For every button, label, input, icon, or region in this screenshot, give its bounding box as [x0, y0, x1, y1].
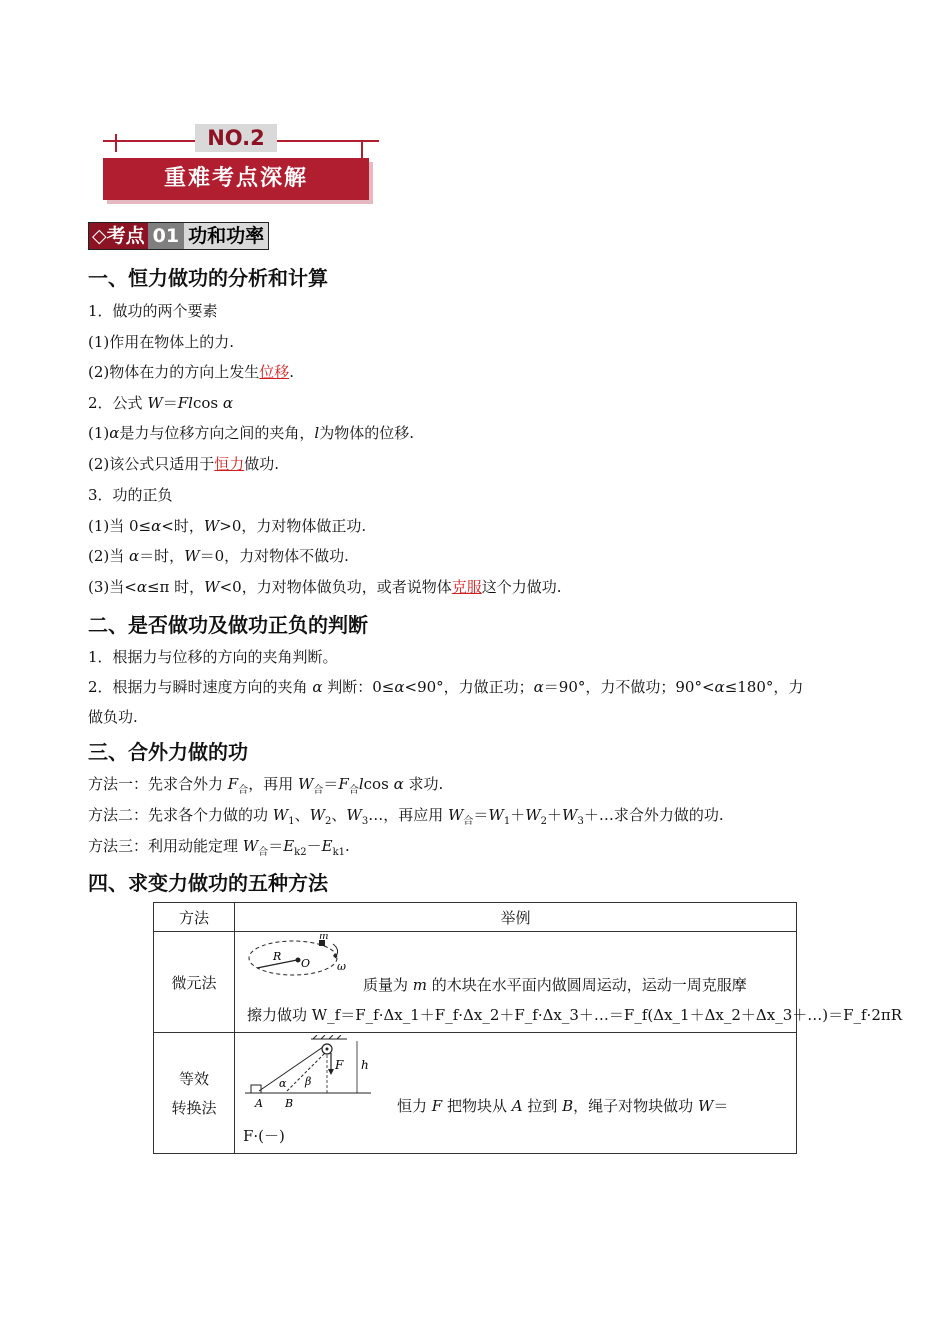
text: 是力与位移方向之间的夹角， [119, 424, 315, 442]
text: ＋ [547, 806, 563, 824]
subscript: 3 [577, 816, 584, 827]
var: W [309, 806, 326, 824]
method-name: 微元法 [154, 932, 235, 1033]
text: ＋…求合外力做的功. [583, 806, 724, 824]
example-text-2: F·(－) [243, 1127, 285, 1145]
var: α [129, 547, 140, 565]
pulley-axle [326, 1048, 329, 1051]
text: ≤180°，力 [724, 678, 804, 696]
var: α [109, 424, 120, 442]
section-banner [95, 120, 385, 210]
var: α [151, 517, 162, 535]
example-text-1 [397, 1095, 728, 1116]
sec2-line [88, 677, 803, 697]
kaodian-prefix: ◇考点 [89, 223, 148, 249]
var: F [431, 1097, 443, 1115]
label-beta: β [305, 1075, 312, 1088]
sec1-line [88, 577, 562, 597]
sec3-method-1 [88, 774, 443, 801]
hatch [321, 1035, 325, 1039]
text: >0，力对物体做正功. [219, 517, 367, 535]
var: W [697, 1097, 714, 1115]
text: <0，力对物体做负功，或者说物体 [219, 578, 452, 596]
var: F [227, 775, 239, 793]
sec2-heading: 二、是否做功及做功正负的判断 [88, 613, 368, 637]
var: E [283, 837, 295, 855]
banner-tick [115, 134, 117, 152]
text: 为物体的位移. [319, 424, 414, 442]
hatch [313, 1035, 317, 1039]
sec1-line [88, 454, 279, 474]
sec3-method-3 [88, 836, 350, 863]
text: ＝时， [139, 547, 185, 565]
var: W [184, 547, 200, 565]
text: <时， [161, 517, 204, 535]
sec1-line: (1)作用在物体上的力. [88, 333, 235, 351]
text: ，再用 [248, 775, 298, 793]
sec1-line [88, 362, 294, 382]
force-arrow-head [328, 1069, 334, 1075]
text: (2)物体在力的方向上发生 [88, 363, 260, 381]
text: 方法二：先求各个力做的功 [88, 806, 273, 824]
var: α [714, 678, 725, 696]
var: W [346, 806, 362, 824]
var: W [297, 775, 314, 793]
var: W [204, 578, 220, 596]
text: cos [363, 775, 394, 793]
text: ＝ [268, 837, 284, 855]
text: 这个力做功. [481, 578, 562, 596]
highlight-text: 克服 [451, 578, 482, 596]
pulley-diagram [241, 1035, 381, 1113]
var: l [314, 424, 320, 442]
var: α [222, 394, 234, 412]
text: 拉到 [522, 1097, 563, 1115]
block [251, 1085, 261, 1093]
sec3-method-2 [88, 805, 724, 832]
sec1-line [88, 516, 366, 536]
label-F: F [335, 1058, 344, 1072]
subscript: 合 [238, 785, 249, 796]
var: B [562, 1097, 574, 1115]
table-header-method: 方法 [154, 903, 235, 932]
sec1-line [88, 546, 349, 566]
var: W [147, 394, 163, 412]
var: α [312, 678, 323, 696]
subscript: 合 [348, 785, 359, 796]
subscript: k2 [294, 847, 307, 858]
text: 做功. [244, 455, 280, 473]
label-omega: ω [337, 960, 346, 973]
text: …，再应用 [368, 806, 448, 824]
text: 的木块在水平面内做圆周运动，运动一周克服摩 [427, 976, 747, 994]
var: W [525, 806, 541, 824]
text: － [306, 837, 322, 855]
sec2-line: 做负功. [88, 708, 138, 726]
text: ＝ [323, 775, 339, 793]
subscript: 合 [258, 847, 269, 858]
sec4-heading: 四、求变力做功的五种方法 [88, 871, 328, 895]
subscript: 2 [325, 816, 332, 827]
kaodian-number: 01 [148, 223, 184, 249]
rope-line [259, 1047, 323, 1091]
label-R: R [273, 950, 282, 963]
var: W [272, 806, 289, 824]
table-header-example: 举例 [235, 903, 797, 932]
text: 2．根据力与瞬时速度方向的夹角 [88, 678, 313, 696]
center-dot [296, 958, 301, 963]
text: . [289, 363, 295, 381]
text: cos [192, 394, 223, 412]
hatch [329, 1035, 333, 1039]
subscript: 1 [503, 816, 511, 827]
var: m [412, 976, 428, 994]
sec2-line: 1．根据力与位移的方向的夹角判断。 [88, 648, 338, 666]
text: ＝ [162, 394, 178, 412]
var: E [321, 837, 333, 855]
orbit-ellipse [249, 941, 337, 975]
text: ＝ [473, 806, 489, 824]
text: 质量为 [363, 976, 413, 994]
table-row [154, 932, 797, 1033]
table-row [154, 1033, 797, 1154]
label-h: h [361, 1058, 369, 1072]
var: W [562, 806, 578, 824]
var: Fl [177, 394, 193, 412]
method-name-line: 等效 [178, 1070, 209, 1088]
example-cell [235, 932, 903, 1033]
label-A: A [255, 1097, 263, 1110]
sec1-formula-line [88, 393, 233, 413]
label-m: m [319, 934, 329, 942]
text: (2)该公式只适用于 [88, 455, 215, 473]
subscript: k1 [332, 847, 345, 858]
sec1-line: 1．做功的两个要素 [88, 302, 218, 320]
table-header-row [154, 903, 797, 932]
text: ，绳子对物块做功 [573, 1097, 698, 1115]
hatch [337, 1035, 341, 1039]
text: (2)当 [88, 547, 130, 565]
method-name [154, 1033, 235, 1154]
var: F [338, 775, 349, 793]
text: 方法一：先求合外力 [88, 775, 228, 793]
text: 恒力 [397, 1097, 432, 1115]
var: α [394, 678, 405, 696]
method-name-line: 转换法 [171, 1099, 217, 1117]
text: (3)当< [88, 578, 137, 596]
banner-tag: NO.2 [195, 124, 277, 152]
text: ≤π 时， [146, 578, 205, 596]
var: α [533, 678, 544, 696]
var: W [242, 837, 259, 855]
subscript: 合 [313, 785, 324, 796]
example-cell [235, 1033, 797, 1154]
subscript: 1 [288, 816, 295, 827]
highlight-text: 恒力 [214, 455, 245, 473]
label-O: O [301, 957, 311, 970]
text: . [344, 837, 350, 855]
label-B: B [285, 1097, 294, 1110]
var: A [511, 1097, 523, 1115]
text: 、 [294, 806, 310, 824]
var: W [203, 517, 220, 535]
subscript: 3 [361, 816, 369, 827]
subscript: 合 [463, 816, 474, 827]
text: ＝ [713, 1097, 729, 1115]
example-text-1 [363, 974, 747, 995]
subscript: 2 [540, 816, 548, 827]
sec1-line: 3．功的正负 [88, 486, 173, 504]
var: l [358, 775, 364, 793]
var: α [393, 775, 404, 793]
banner-title: 重难考点深解 [103, 158, 369, 200]
label-alpha: α [279, 1077, 287, 1090]
example-content [235, 1033, 796, 1153]
methods-table [153, 902, 903, 1154]
text: <90°，力做正功； [404, 678, 534, 696]
sec3-heading: 三、合外力做的功 [88, 740, 248, 764]
sec1-line: (1)α是力与位移方向之间的夹角，l为物体的位移. [88, 424, 414, 442]
text: ＝90°，力不做功；90°< [543, 678, 715, 696]
kaodian-title: 功和功率 [184, 223, 268, 249]
circular-motion-diagram [243, 934, 353, 978]
highlight-text: 位移 [259, 363, 290, 381]
text: 求功. [403, 775, 444, 793]
text: 判断：0≤ [322, 678, 395, 696]
var: W [488, 806, 504, 824]
text: 2．公式 [88, 394, 148, 412]
text: 把物块从 [442, 1097, 512, 1115]
kaodian-label [88, 222, 269, 250]
var: W [447, 806, 464, 824]
example-text-2: 擦力做功 W_f＝F_f·Δx_1＋F_f·Δx_2＋F_f·Δx_3＋…＝F_f(Δx_1＋Δx_2＋Δx_3＋…)＝F_f·2πR [247, 1006, 903, 1024]
example-content [235, 932, 903, 1032]
text: ＝0，力对物体不做功. [199, 547, 349, 565]
var: α [136, 578, 147, 596]
text: 、 [331, 806, 347, 824]
sec1-heading: 一、恒力做功的分析和计算 [88, 266, 328, 290]
text: (1)当 0≤ [88, 517, 152, 535]
text: 方法三：利用动能定理 [88, 837, 243, 855]
text: ＋ [510, 806, 526, 824]
